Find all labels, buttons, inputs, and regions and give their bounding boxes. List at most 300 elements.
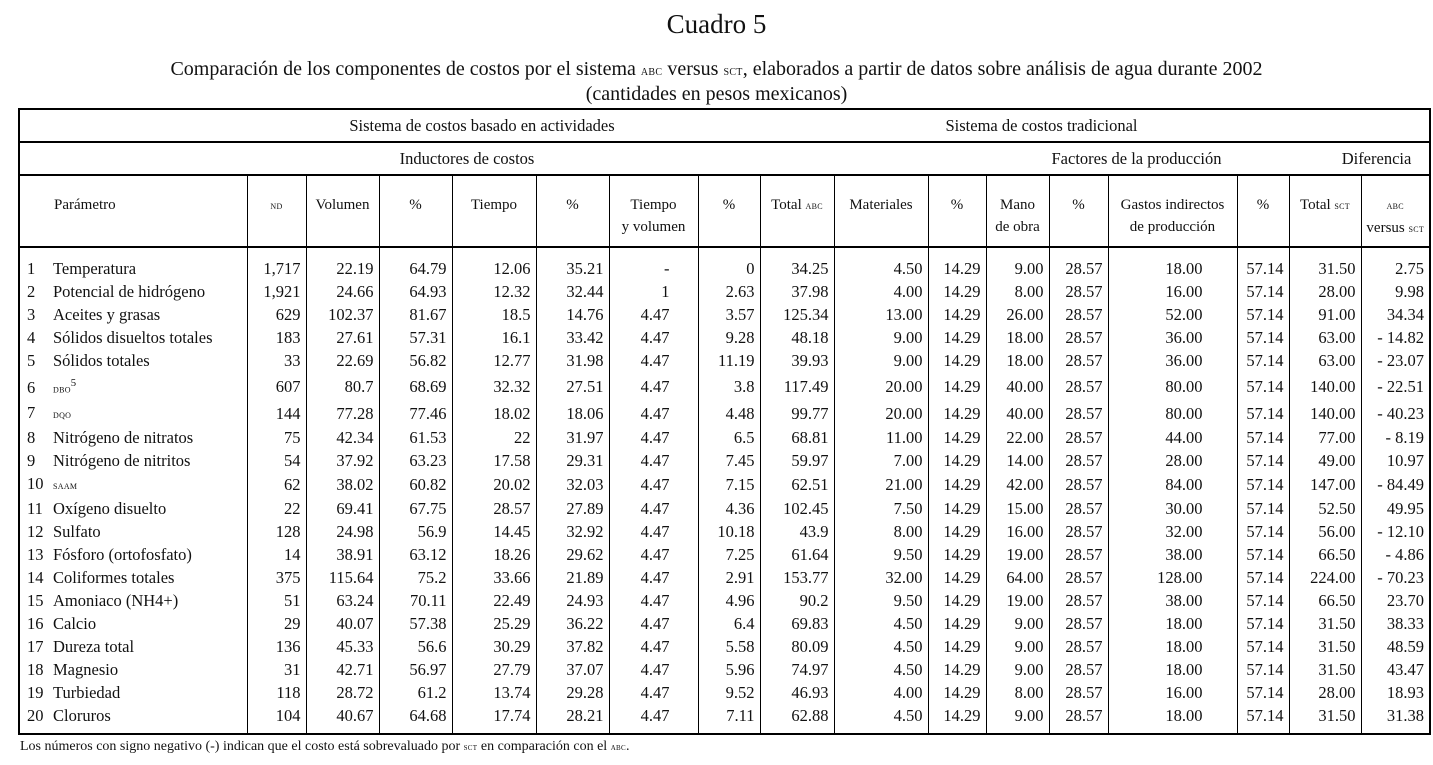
subgroup-inductores: Inductores de costos (19, 142, 834, 175)
cell-tiempo-volumen: 4.47 (609, 401, 698, 426)
footnote-sct: sct (463, 742, 478, 753)
cell-pct-6: 57.14 (1237, 372, 1289, 401)
cell-nd: 183 (247, 326, 306, 349)
cell-gastos-indirectos: 32.00 (1108, 520, 1237, 543)
cell-mano-obra: 64.00 (986, 566, 1049, 589)
cell-materiales: 4.50 (834, 257, 928, 280)
cell-total-sct: 31.50 (1289, 257, 1361, 280)
cell-nd: 29 (247, 612, 306, 635)
cell-tiempo-volumen: 4.47 (609, 566, 698, 589)
cell-pct-5: 28.57 (1049, 612, 1108, 635)
cell-mano-obra: 9.00 (986, 612, 1049, 635)
cell-total-abc: 46.93 (760, 681, 834, 704)
table-row (19, 681, 1430, 704)
cell-pct-6: 57.14 (1237, 472, 1289, 497)
cell-tiempo-volumen: 4.47 (609, 681, 698, 704)
footnote (20, 738, 629, 757)
table-row (19, 704, 1430, 727)
cell-materiales: 4.50 (834, 635, 928, 658)
col-pct-3: % (698, 175, 760, 247)
cell-total-abc: 90.2 (760, 589, 834, 612)
cell-tiempo-volumen: 4.47 (609, 704, 698, 727)
cell-volumen: 24.66 (306, 280, 379, 303)
cell-diferencia: - 70.23 (1361, 566, 1430, 589)
cell-diferencia: 43.47 (1361, 658, 1430, 681)
cell-pct-2: 29.31 (536, 449, 609, 472)
cell-nd: 14 (247, 543, 306, 566)
cell-pct-3: 4.36 (698, 497, 760, 520)
cell-pct-3: 2.91 (698, 566, 760, 589)
col-tiempo-volumen-l2: y volumen (621, 219, 686, 235)
cell-tiempo-volumen: 4.47 (609, 449, 698, 472)
subtitle-line-2: (cantidades en pesos mexicanos) (585, 83, 848, 105)
cell-diferencia: 38.33 (1361, 612, 1430, 635)
cell-nd: 1,717 (247, 257, 306, 280)
col-gastos-l1: Gastos indirectos (1120, 197, 1225, 213)
subtitle-text-c: , elaborados a partir de datos sobre análisis de agua durante 2002 (742, 58, 1263, 80)
cell-tiempo-volumen: 4.47 (609, 372, 698, 401)
cell-materiales: 9.50 (834, 543, 928, 566)
cell-tiempo: 25.29 (452, 612, 536, 635)
col-nd-label: nd (270, 200, 283, 212)
row-number: 7 (27, 402, 36, 422)
cell-parametro (19, 472, 247, 497)
cell-materiales: 8.00 (834, 520, 928, 543)
cell-diferencia: 31.38 (1361, 704, 1430, 727)
cell-pct-6: 57.14 (1237, 257, 1289, 280)
cell-pct-6: 57.14 (1237, 449, 1289, 472)
cell-mano-obra: 8.00 (986, 681, 1049, 704)
cell-pct-4: 14.29 (928, 326, 986, 349)
cell-total-sct: 91.00 (1289, 303, 1361, 326)
table-row (19, 635, 1430, 658)
cell-parametro (19, 589, 247, 612)
cell-pct-6: 57.14 (1237, 543, 1289, 566)
cell-gastos-indirectos: 80.00 (1108, 372, 1237, 401)
cell-diferencia: 18.93 (1361, 681, 1430, 704)
table-row (19, 303, 1430, 326)
cell-pct-2: 24.93 (536, 589, 609, 612)
table-row (19, 497, 1430, 520)
cell-pct-2: 18.06 (536, 401, 609, 426)
cell-diferencia: - 23.07 (1361, 349, 1430, 372)
row-number: 5 (27, 351, 36, 370)
cell-volumen: 42.34 (306, 426, 379, 449)
cell-pct-2: 35.21 (536, 257, 609, 280)
cell-total-abc: 62.88 (760, 704, 834, 727)
cell-tiempo-volumen: 4.47 (609, 543, 698, 566)
subtitle-abc: abc (640, 63, 663, 79)
cell-pct-4: 14.29 (928, 497, 986, 520)
cell-nd: 33 (247, 349, 306, 372)
row-number: 16 (27, 613, 44, 633)
param-name: Calcio (53, 613, 97, 633)
col-materiales: Materiales (834, 175, 928, 247)
cell-materiales: 4.00 (834, 681, 928, 704)
cell-gastos-indirectos: 18.00 (1108, 635, 1237, 658)
cell-pct-2: 14.76 (536, 303, 609, 326)
param-name: Dureza total (53, 636, 135, 656)
cell-mano-obra: 16.00 (986, 520, 1049, 543)
cell-parametro (19, 349, 247, 372)
cell-tiempo: 17.58 (452, 449, 536, 472)
cell-pct-3: 4.96 (698, 589, 760, 612)
cell-total-abc: 61.64 (760, 543, 834, 566)
cell-total-sct: 31.50 (1289, 635, 1361, 658)
cell-parametro (19, 612, 247, 635)
cell-total-abc: 125.34 (760, 303, 834, 326)
cell-volumen: 115.64 (306, 566, 379, 589)
cell-total-abc: 59.97 (760, 449, 834, 472)
cell-pct-4: 14.29 (928, 543, 986, 566)
cell-parametro (19, 326, 247, 349)
cell-gastos-indirectos: 18.00 (1108, 257, 1237, 280)
cell-pct-4: 14.29 (928, 520, 986, 543)
cell-pct-5: 28.57 (1049, 635, 1108, 658)
row-number: 1 (27, 259, 36, 278)
cell-diferencia: - 22.51 (1361, 372, 1430, 401)
cell-pct-6: 57.14 (1237, 326, 1289, 349)
cell-gastos-indirectos: 30.00 (1108, 497, 1237, 520)
col-mano-obra (986, 175, 1049, 247)
cell-pct-3: 0 (698, 257, 760, 280)
cell-mano-obra: 9.00 (986, 257, 1049, 280)
cell-mano-obra: 22.00 (986, 426, 1049, 449)
cell-pct-4: 14.29 (928, 472, 986, 497)
col-pct-1: % (379, 175, 452, 247)
col-diff-l1: abc (1386, 200, 1404, 212)
cell-total-sct: 31.50 (1289, 612, 1361, 635)
cell-pct-5: 28.57 (1049, 472, 1108, 497)
cell-volumen: 38.91 (306, 543, 379, 566)
cell-pct-6: 57.14 (1237, 401, 1289, 426)
cell-pct-6: 57.14 (1237, 426, 1289, 449)
cell-pct-6: 57.14 (1237, 349, 1289, 372)
cell-pct-1: 56.97 (379, 658, 452, 681)
cell-mano-obra: 18.00 (986, 326, 1049, 349)
param-name: Nitrógeno de nitratos (53, 427, 194, 447)
cell-tiempo-volumen: 4.47 (609, 426, 698, 449)
cell-pct-2: 32.03 (536, 472, 609, 497)
cell-nd: 51 (247, 589, 306, 612)
cell-gastos-indirectos: 18.00 (1108, 704, 1237, 727)
cell-pct-5: 28.57 (1049, 349, 1108, 372)
cell-pct-3: 7.45 (698, 449, 760, 472)
cell-pct-2: 27.89 (536, 497, 609, 520)
param-name: Fósforo (ortofosfato) (53, 544, 192, 564)
col-diff-l2: versus (1366, 220, 1409, 236)
param-name: Amoniaco (NH4+) (53, 590, 179, 610)
cell-gastos-indirectos: 84.00 (1108, 472, 1237, 497)
cell-total-sct: 31.50 (1289, 658, 1361, 681)
cell-parametro (19, 497, 247, 520)
cell-total-sct: 147.00 (1289, 472, 1361, 497)
col-total-sct-l2: sct (1334, 200, 1350, 212)
col-nd (247, 175, 306, 247)
cell-pct-5: 28.57 (1049, 303, 1108, 326)
spacer-row (19, 727, 1430, 734)
cell-parametro (19, 449, 247, 472)
cell-total-sct: 52.50 (1289, 497, 1361, 520)
table-row (19, 449, 1430, 472)
cell-total-abc: 80.09 (760, 635, 834, 658)
cell-mano-obra: 19.00 (986, 543, 1049, 566)
cell-total-sct: 224.00 (1289, 566, 1361, 589)
cell-nd: 31 (247, 658, 306, 681)
row-number: 20 (27, 705, 44, 725)
param-name: Sólidos totales (53, 351, 150, 370)
group-abc-header: Sistema de costos basado en actividades (19, 109, 834, 142)
col-total-abc (760, 175, 834, 247)
col-pct-2: % (536, 175, 609, 247)
cell-tiempo-volumen: 4.47 (609, 658, 698, 681)
table-row (19, 612, 1430, 635)
cell-materiales: 11.00 (834, 426, 928, 449)
cell-gastos-indirectos: 52.00 (1108, 303, 1237, 326)
cell-materiales: 20.00 (834, 372, 928, 401)
cell-pct-4: 14.29 (928, 658, 986, 681)
cell-materiales: 4.50 (834, 658, 928, 681)
cell-total-sct: 140.00 (1289, 372, 1361, 401)
col-total-sct-l1: Total (1300, 197, 1335, 213)
cell-pct-5: 28.57 (1049, 566, 1108, 589)
cell-pct-4: 14.29 (928, 349, 986, 372)
cell-pct-2: 31.97 (536, 426, 609, 449)
cell-total-sct: 49.00 (1289, 449, 1361, 472)
cell-diferencia: - 14.82 (1361, 326, 1430, 349)
table-row (19, 349, 1430, 372)
cell-total-sct: 28.00 (1289, 681, 1361, 704)
col-diff-l3: sct (1408, 223, 1425, 235)
cell-gastos-indirectos: 18.00 (1108, 658, 1237, 681)
table-title: Cuadro 5 (666, 9, 767, 39)
cell-nd: 75 (247, 426, 306, 449)
cell-pct-3: 10.18 (698, 520, 760, 543)
cell-tiempo: 18.5 (452, 303, 536, 326)
col-tiempo-volumen (609, 175, 698, 247)
cell-pct-6: 57.14 (1237, 566, 1289, 589)
cell-mano-obra: 15.00 (986, 497, 1049, 520)
cell-mano-obra: 9.00 (986, 704, 1049, 727)
cell-tiempo-volumen: - (609, 257, 698, 280)
cell-pct-4: 14.29 (928, 704, 986, 727)
param-name: Oxígeno disuelto (53, 498, 167, 518)
cell-volumen: 102.37 (306, 303, 379, 326)
cell-tiempo: 12.77 (452, 349, 536, 372)
cell-pct-2: 28.21 (536, 704, 609, 727)
cell-pct-6: 57.14 (1237, 635, 1289, 658)
cell-gastos-indirectos: 16.00 (1108, 681, 1237, 704)
cell-pct-2: 27.51 (536, 372, 609, 401)
cell-pct-5: 28.57 (1049, 543, 1108, 566)
cell-gastos-indirectos: 36.00 (1108, 349, 1237, 372)
cell-pct-1: 68.69 (379, 372, 452, 401)
cell-diferencia: 48.59 (1361, 635, 1430, 658)
cell-pct-1: 67.75 (379, 497, 452, 520)
cell-pct-3: 3.8 (698, 372, 760, 401)
cell-pct-4: 14.29 (928, 372, 986, 401)
param-name: Potencial de hidrógeno (53, 282, 206, 301)
cell-pct-2: 33.42 (536, 326, 609, 349)
cell-materiales: 7.50 (834, 497, 928, 520)
cell-diferencia: 9.98 (1361, 280, 1430, 303)
cell-tiempo-volumen: 4.47 (609, 589, 698, 612)
col-volumen: Volumen (306, 175, 379, 247)
param-name: Magnesio (53, 659, 119, 679)
group-sct-header: Sistema de costos tradicional (834, 109, 1430, 142)
subgroup-diferencia: Diferencia (1289, 142, 1430, 175)
param-name: Coliformes totales (53, 567, 175, 587)
cell-materiales: 9.00 (834, 326, 928, 349)
cell-total-abc: 74.97 (760, 658, 834, 681)
cell-diferencia: - 4.86 (1361, 543, 1430, 566)
cell-pct-5: 28.57 (1049, 280, 1108, 303)
row-number: 6 (27, 377, 36, 397)
footnote-text-a: Los números con signo negativo (-) indican que el costo está sobrevaluado por (20, 739, 464, 754)
cell-total-abc: 153.77 (760, 566, 834, 589)
header-group-row (19, 109, 1430, 142)
cell-pct-5: 28.57 (1049, 426, 1108, 449)
cell-total-sct: 140.00 (1289, 401, 1361, 426)
footnote-abc: abc (610, 742, 626, 753)
col-total-abc-l1: Total (771, 197, 806, 213)
cell-pct-2: 29.28 (536, 681, 609, 704)
cell-pct-2: 32.44 (536, 280, 609, 303)
cell-pct-3: 7.11 (698, 704, 760, 727)
cell-pct-5: 28.57 (1049, 449, 1108, 472)
cell-pct-5: 28.57 (1049, 520, 1108, 543)
col-parametro: Parámetro (19, 175, 247, 247)
cell-pct-4: 14.29 (928, 635, 986, 658)
table-row (19, 280, 1430, 303)
cell-tiempo-volumen: 4.47 (609, 497, 698, 520)
cost-comparison-table (18, 108, 1431, 735)
col-pct-4: % (928, 175, 986, 247)
param-name: Nitrógeno de nitritos (53, 450, 191, 470)
cell-total-abc: 102.45 (760, 497, 834, 520)
cell-total-sct: 56.00 (1289, 520, 1361, 543)
cell-gastos-indirectos: 44.00 (1108, 426, 1237, 449)
cell-nd: 62 (247, 472, 306, 497)
cell-pct-1: 70.11 (379, 589, 452, 612)
col-gastos-l2: de producción (1129, 219, 1216, 235)
cell-diferencia: 49.95 (1361, 497, 1430, 520)
cell-volumen: 77.28 (306, 401, 379, 426)
cell-pct-1: 77.46 (379, 401, 452, 426)
cell-pct-2: 31.98 (536, 349, 609, 372)
row-number: 13 (27, 544, 44, 564)
cell-tiempo-volumen: 4.47 (609, 326, 698, 349)
cell-total-abc: 69.83 (760, 612, 834, 635)
cell-pct-5: 28.57 (1049, 326, 1108, 349)
cell-pct-4: 14.29 (928, 426, 986, 449)
cell-pct-1: 81.67 (379, 303, 452, 326)
cell-gastos-indirectos: 36.00 (1108, 326, 1237, 349)
cell-materiales: 20.00 (834, 401, 928, 426)
param-name: Turbiedad (53, 682, 121, 702)
cell-pct-6: 57.14 (1237, 280, 1289, 303)
cell-parametro (19, 635, 247, 658)
cell-tiempo: 27.79 (452, 658, 536, 681)
param-name: Temperatura (53, 259, 137, 278)
cell-pct-4: 14.29 (928, 681, 986, 704)
cell-gastos-indirectos: 128.00 (1108, 566, 1237, 589)
cell-total-sct: 77.00 (1289, 426, 1361, 449)
cell-gastos-indirectos: 28.00 (1108, 449, 1237, 472)
cell-total-sct: 66.50 (1289, 589, 1361, 612)
col-mano-obra-l1: Mano (1000, 197, 1035, 213)
cell-pct-3: 7.15 (698, 472, 760, 497)
cell-parametro (19, 257, 247, 280)
cell-tiempo: 18.02 (452, 401, 536, 426)
table-row (19, 257, 1430, 280)
cell-volumen: 45.33 (306, 635, 379, 658)
footnote-text-b: en comparación con el (477, 739, 611, 754)
row-number: 2 (27, 282, 36, 301)
column-header-row (19, 175, 1430, 247)
cell-nd: 144 (247, 401, 306, 426)
cell-parametro (19, 704, 247, 727)
cell-gastos-indirectos: 16.00 (1108, 280, 1237, 303)
cell-tiempo: 17.74 (452, 704, 536, 727)
cell-diferencia: 23.70 (1361, 589, 1430, 612)
cell-materiales: 21.00 (834, 472, 928, 497)
cell-pct-1: 56.6 (379, 635, 452, 658)
cell-pct-2: 21.89 (536, 566, 609, 589)
cell-pct-5: 28.57 (1049, 658, 1108, 681)
cell-pct-1: 61.2 (379, 681, 452, 704)
cell-pct-6: 57.14 (1237, 497, 1289, 520)
cell-nd: 629 (247, 303, 306, 326)
cell-mano-obra: 8.00 (986, 280, 1049, 303)
cell-diferencia: 2.75 (1361, 257, 1430, 280)
cell-total-abc: 39.93 (760, 349, 834, 372)
cell-tiempo-volumen: 4.47 (609, 303, 698, 326)
cell-tiempo-volumen: 4.47 (609, 472, 698, 497)
row-number: 8 (27, 427, 36, 447)
cell-pct-6: 57.14 (1237, 612, 1289, 635)
cell-pct-2: 29.62 (536, 543, 609, 566)
cell-materiales: 9.50 (834, 589, 928, 612)
cell-pct-4: 14.29 (928, 303, 986, 326)
cell-total-abc: 99.77 (760, 401, 834, 426)
cell-volumen: 63.24 (306, 589, 379, 612)
cell-parametro (19, 566, 247, 589)
table-row (19, 658, 1430, 681)
cell-mano-obra: 40.00 (986, 401, 1049, 426)
row-number: 3 (27, 305, 36, 324)
cell-tiempo: 32.32 (452, 372, 536, 401)
cell-nd: 128 (247, 520, 306, 543)
subtitle-sct: sct (723, 63, 743, 79)
param-name: Cloruros (53, 705, 111, 725)
row-number: 17 (27, 636, 44, 656)
cell-parametro (19, 681, 247, 704)
cell-nd: 1,921 (247, 280, 306, 303)
cell-tiempo: 16.1 (452, 326, 536, 349)
cell-pct-2: 32.92 (536, 520, 609, 543)
cell-pct-4: 14.29 (928, 566, 986, 589)
param-name: Sólidos disueltos totales (53, 328, 213, 347)
cell-tiempo: 30.29 (452, 635, 536, 658)
row-number: 10 (27, 473, 44, 493)
cell-tiempo: 22.49 (452, 589, 536, 612)
cell-pct-4: 14.29 (928, 401, 986, 426)
cell-tiempo-volumen: 1 (609, 280, 698, 303)
row-number: 18 (27, 659, 44, 679)
cell-pct-4: 14.29 (928, 280, 986, 303)
cell-tiempo: 14.45 (452, 520, 536, 543)
